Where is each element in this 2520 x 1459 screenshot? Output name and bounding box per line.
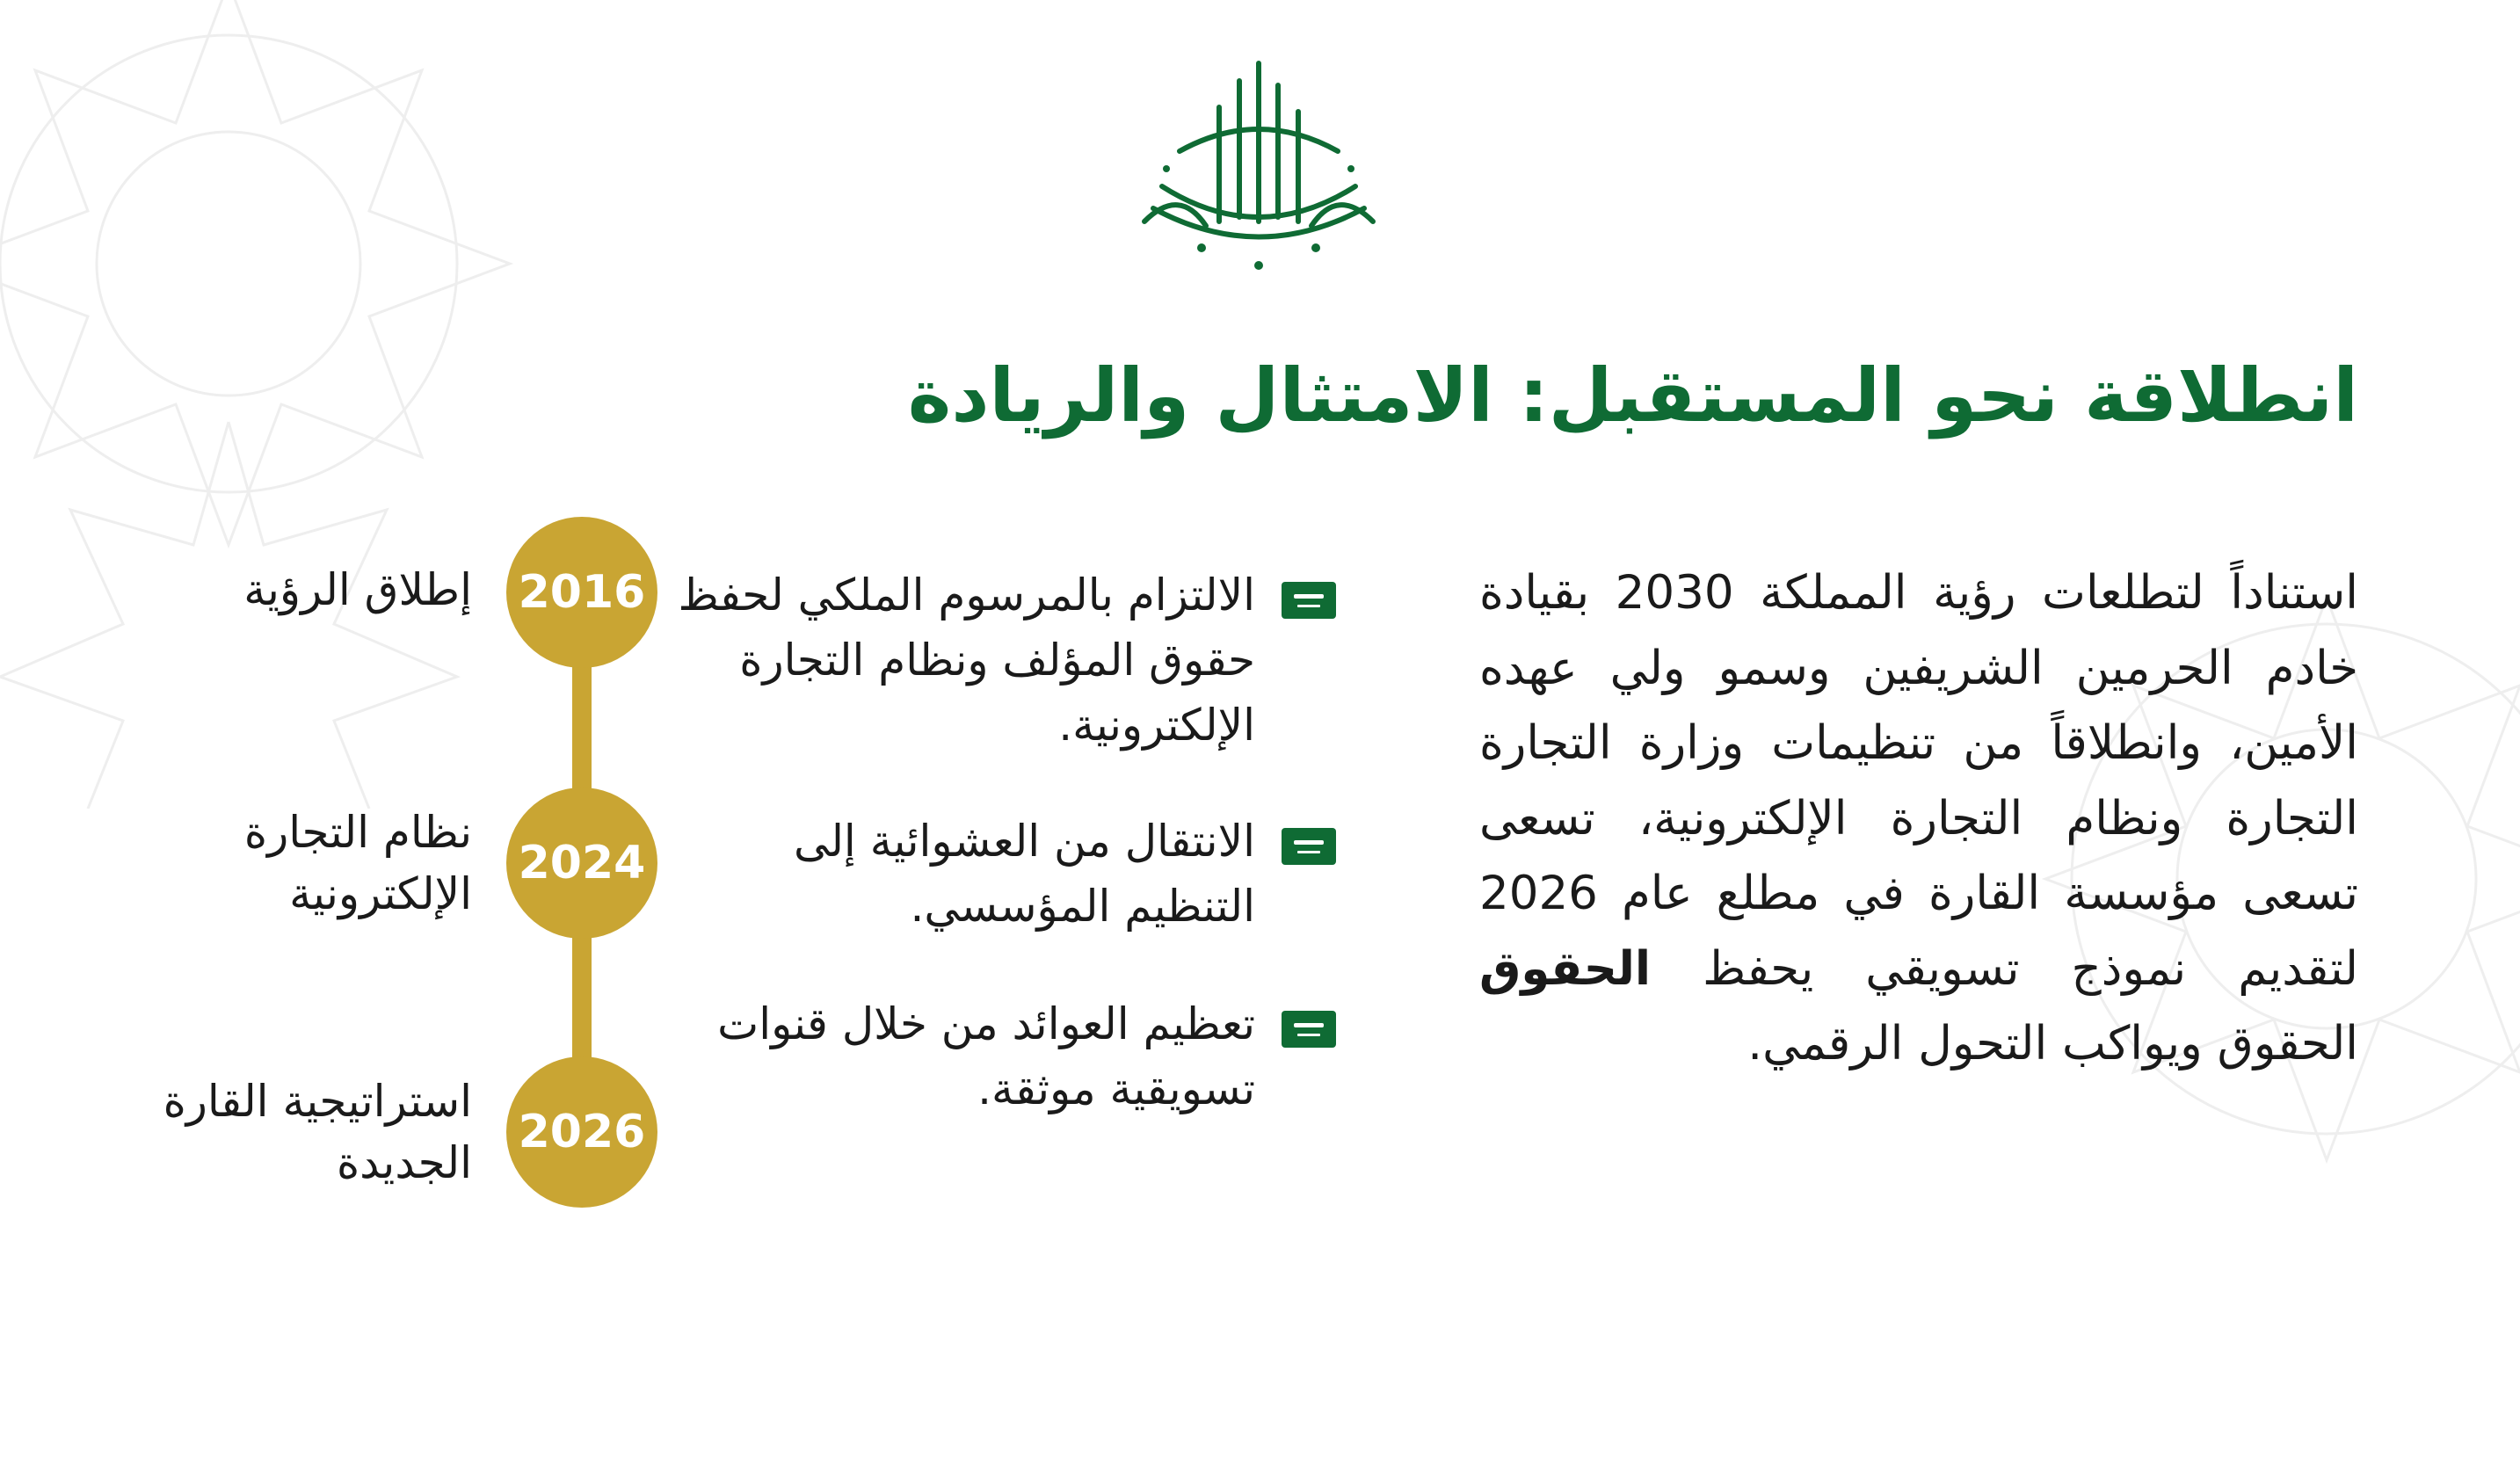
- list-item: [668, 991, 1336, 1121]
- intro-highlight: الحقوق: [1479, 941, 1652, 996]
- basmala-calligraphy-emblem: [1127, 46, 1391, 292]
- list-item: [668, 809, 1336, 939]
- saudi-flag-icon: [1282, 582, 1336, 619]
- timeline-year-2016: 2016: [506, 517, 657, 668]
- islamic-pattern-decoration: [0, 0, 563, 809]
- point-text: الالتزام بالمرسوم الملكي لحفظ حقوق المؤلف ونظام التجارة الإلكترونية.: [678, 570, 1255, 751]
- key-points-list: [668, 563, 1336, 1178]
- point-text: الانتقال من العشوائية إلى التنظيم المؤسسي.: [794, 816, 1255, 932]
- intro-text-end: الحقوق ويواكب التحول الرقمي.: [1747, 1017, 2358, 1071]
- list-item: [668, 563, 1336, 758]
- timeline-year-2026: 2026: [506, 1056, 657, 1208]
- timeline-label: إطلاق الرؤية: [243, 564, 472, 615]
- timeline-label: استراتيجية القارة الجديدة: [163, 1076, 472, 1188]
- saudi-flag-icon: [1282, 1011, 1336, 1048]
- page-title: انطلاقة نحو المستقبل: الامتثال والريادة: [907, 352, 2358, 439]
- saudi-flag-icon: [1282, 828, 1336, 865]
- intro-text: استناداً لتطلعات رؤية المملكة 2030 بقيادة خادم الحرمين الشريفين وسمو ولي عهده الأمين، وانطلاقاً من تنظيمات وزارة التجارة التجارة ونظام التجارة الإلكترونية، تسعى تسعى مؤسسة القارة في مطلع عام 2026 لتقديم نموذج تسويقي يحفظ: [1479, 566, 2359, 996]
- intro-paragraph: [1479, 555, 2358, 1082]
- point-text: تعظيم العوائد من خلال قنوات تسويقية موثقة.: [717, 998, 1255, 1114]
- timeline-label: نظام التجارة الإلكترونية: [243, 807, 472, 919]
- timeline-year-2024: 2024: [506, 788, 657, 939]
